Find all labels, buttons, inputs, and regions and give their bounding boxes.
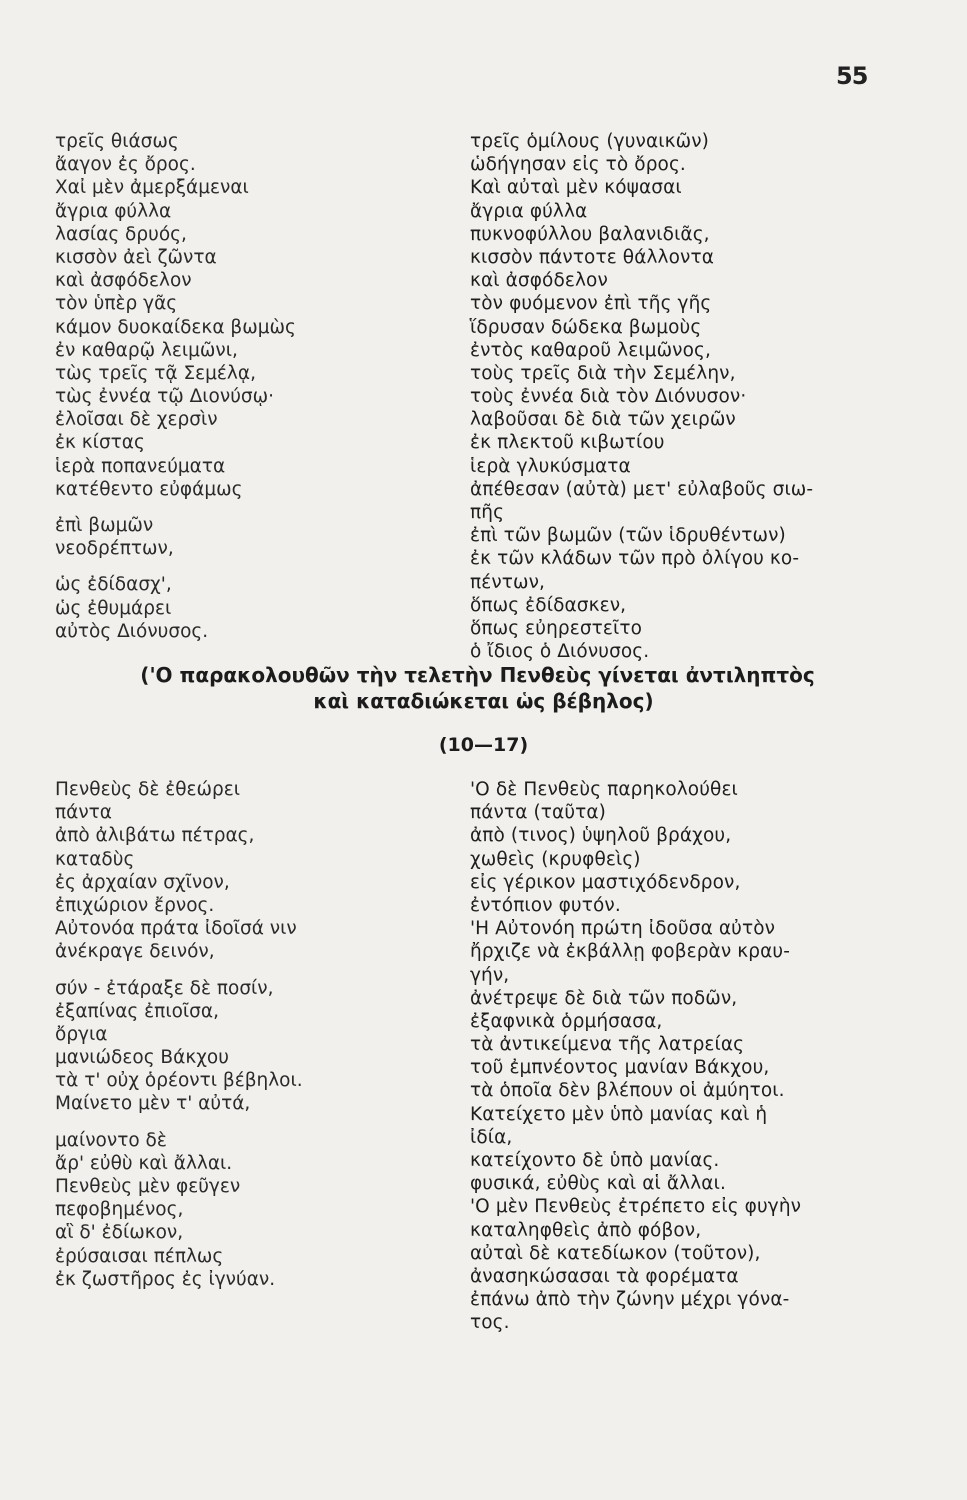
text-line: ἀπέθεσαν (αὐτὰ) μετ' εὐλαβοῦς σιω- bbox=[470, 478, 814, 500]
text-line: ἐπὶ βωμῶν bbox=[55, 515, 154, 536]
text-line: ἐπάνω ἀπὸ τὴν ζώνην μέχρι γόνα- bbox=[470, 1289, 790, 1311]
text-line: νεοδρέπτων, bbox=[55, 538, 174, 560]
text-line: αὐτὸς Διόνυσος. bbox=[55, 620, 209, 642]
text-line: Χαἰ μὲν ἀμερξάμεναι bbox=[55, 177, 249, 199]
text-line: τὰ ὁποῖα δὲν βλέπουν οἱ ἀμύητοι. bbox=[470, 1080, 785, 1102]
text-line: κισσὸν πάντοτε θάλλοντα bbox=[470, 246, 714, 268]
text-line: τος. bbox=[470, 1312, 510, 1334]
text-line: λαβοῦσαι δὲ διὰ τῶν χειρῶν bbox=[470, 409, 736, 431]
text-line bbox=[55, 501, 296, 514]
text-line: ἀνέτρεψε δὲ διὰ τῶν ποδῶν, bbox=[470, 987, 738, 1009]
text-line: ἐκ τῶν κλάδων τῶν πρὸ ὀλίγου κο- bbox=[470, 548, 800, 570]
text-line: ἐκ πλεκτοῦ κιβωτίου bbox=[470, 432, 665, 454]
text-line: ἐκ κίστας bbox=[55, 432, 145, 454]
text-line: Αὐτονόα πράτα ἰδοῖσά νιν bbox=[55, 918, 297, 940]
text-line: ὡς ἐδίδασχ', bbox=[55, 574, 172, 596]
text-line: 'Ο δὲ Πενθεὺς παρηκολούθει bbox=[470, 779, 738, 800]
text-line: κάμον δυοκαίδεκα βωμὼς bbox=[55, 316, 296, 338]
ancient-text-column-1 bbox=[55, 130, 296, 643]
text-line: ἄγρια φύλλα bbox=[470, 200, 588, 222]
text-line: τὰ ἀντικείμενα τῆς λατρείας bbox=[470, 1034, 745, 1056]
text-line: καταληφθεὶς ἀπὸ φόβον, bbox=[470, 1219, 702, 1241]
text-line: ἐντόπιον φυτόν. bbox=[470, 894, 621, 916]
text-line: ἐλοῖσαι δὲ χερσὶν bbox=[55, 409, 218, 431]
translation-column-2 bbox=[470, 778, 801, 1335]
text-line: 'Η Αὐτονόη πρώτη ἰδοῦσα αὐτὸν bbox=[470, 918, 776, 940]
text-line: ὅπως εὐηρεστεῖτο bbox=[470, 617, 643, 639]
text-line bbox=[55, 1116, 303, 1129]
text-line: χωθεὶς (κρυφθεὶς) bbox=[470, 848, 641, 870]
text-line: ἐξαπίνας ἐπιοῖσα, bbox=[55, 1000, 219, 1022]
section-heading-line-2: καὶ καταδιώκεται ὡς βέβηλος) bbox=[313, 689, 654, 713]
text-line: ἀνασηκώσασαι τὰ φορέματα bbox=[470, 1265, 739, 1287]
text-line: ἐν καθαρῷ λειμῶνι, bbox=[55, 339, 238, 361]
text-line: ὅπως ἐδίδασκεν, bbox=[470, 594, 627, 616]
text-line: ἄγρια φύλλα bbox=[55, 200, 172, 222]
text-line: ἵδρυσαν δώδεκα βωμοὺς bbox=[470, 316, 702, 338]
text-line: τὸν ὑπὲρ γᾶς bbox=[55, 293, 178, 315]
text-line: τὸν φυόμενον ἐπὶ τῆς γῆς bbox=[470, 293, 712, 315]
text-line: πάντα (ταῦτα) bbox=[470, 802, 606, 824]
text-line: τρεῖς θιάσως bbox=[55, 131, 179, 152]
text-line: καταδὺς bbox=[55, 848, 135, 870]
text-line: Κατείχετο μὲν ὑπὸ μανίας καὶ ἡ bbox=[470, 1103, 768, 1125]
text-line: ἱερὰ γλυκύσματα bbox=[470, 455, 631, 477]
text-line: ἐρύσαισαι πέπλως bbox=[55, 1245, 224, 1267]
text-line: κατείχοντο δὲ ὑπὸ μανίας. bbox=[470, 1150, 720, 1171]
text-line: ἰδία, bbox=[470, 1126, 513, 1148]
text-line: τὼς ἐννέα τῷ Διονύσῳ· bbox=[55, 386, 274, 408]
text-line: Πενθεὺς μὲν φεῦγεν bbox=[55, 1176, 241, 1197]
section-heading-line-1: ('Ο παρακολουθῶν τὴν τελετὴν Πενθεὺς γίνεται ἀντιληπτὸς bbox=[140, 663, 815, 687]
text-line: μανιώδεος Βάκχου bbox=[55, 1047, 229, 1069]
text-line: λασίας δρυός, bbox=[55, 223, 187, 245]
text-line: τοῦ ἐμπνέοντος μανίαν Βάκχου, bbox=[470, 1057, 770, 1079]
text-line: ἐντὸς καθαροῦ λειμῶνος, bbox=[470, 339, 711, 361]
text-line: ἀνέκραγε δεινόν, bbox=[55, 941, 215, 963]
text-line: ἐπὶ τῶν βωμῶν (τῶν ἱδρυθέντων) bbox=[470, 525, 786, 547]
text-line: ἐπιχώριον ἔρνος. bbox=[55, 894, 215, 916]
text-line: ὡς ἐθυμάρει bbox=[55, 597, 172, 619]
verse-range: (10—17) bbox=[438, 734, 529, 756]
text-line: ἀπὸ ἀλιβάτω πέτρας, bbox=[55, 825, 255, 847]
text-line: εἰς γέρικον μαστιχόδενδρον, bbox=[470, 871, 741, 893]
text-line: καὶ ἀσφόδελον bbox=[470, 270, 608, 292]
text-line: ἐκ ζωστῆρος ἐς ἰγνύαν. bbox=[55, 1268, 276, 1290]
text-line: κισσὸν ἀεὶ ζῶντα bbox=[55, 246, 217, 268]
text-line: ἀπὸ (τινος) ὑψηλοῦ βράχου, bbox=[470, 825, 732, 847]
text-line: αἳ δ' ἐδίωκον, bbox=[55, 1222, 184, 1244]
text-line: γήν, bbox=[470, 964, 510, 986]
text-line: ἐξαφνικὰ ὁρμήσασα, bbox=[470, 1010, 663, 1032]
text-line: τὰ τ' οὐχ ὁρέοντι βέβηλοι. bbox=[55, 1070, 303, 1092]
text-line: ὡδήγησαν εἰς τὸ ὄρος. bbox=[470, 154, 686, 176]
text-line: πάντα bbox=[55, 802, 112, 824]
ancient-text-column-2 bbox=[55, 778, 303, 1291]
text-line: ἄρ' εὐθὺ καὶ ἄλλαι. bbox=[55, 1152, 233, 1174]
text-line: ἤρχιζε νὰ ἐκβάλλῃ φοβερὰν κραυ- bbox=[470, 941, 790, 963]
text-line: 'Ο μὲν Πενθεὺς ἐτρέπετο εἰς φυγὴν bbox=[470, 1196, 802, 1218]
text-line bbox=[55, 964, 303, 977]
text-line: καὶ ἀσφόδελον bbox=[55, 270, 192, 292]
text-line: ὄργια bbox=[55, 1023, 108, 1045]
text-line: φυσικά, εὐθὺς καὶ αἱ ἄλλαι. bbox=[470, 1173, 726, 1195]
text-line: πῆς bbox=[470, 502, 505, 523]
text-line: ἱερὰ ποπανεύματα bbox=[55, 455, 226, 477]
text-line: ἐς ἀρχαίαν σχῖνον, bbox=[55, 871, 230, 893]
text-line: ἄαγον ἐς ὄρος. bbox=[55, 154, 196, 176]
text-line: ὁ ἴδιος ὁ Διόνυσος. bbox=[470, 641, 650, 663]
text-line: τὼς τρεῖς τᾷ Σεμέλᾳ, bbox=[55, 362, 256, 384]
translation-column-1 bbox=[470, 130, 813, 663]
page-number: 55 bbox=[836, 62, 868, 90]
text-line: πυκνοφύλλου βαλανιδιᾶς, bbox=[470, 223, 710, 245]
text-line: Καὶ αὐταὶ μὲν κόψασαι bbox=[470, 177, 682, 199]
text-line: Μαίνετο μὲν τ' αὐτά, bbox=[55, 1093, 251, 1115]
text-line: πέντων, bbox=[470, 571, 546, 593]
text-line: Πενθεὺς δὲ ἐθεώρει bbox=[55, 779, 241, 800]
text-line bbox=[55, 560, 296, 573]
text-line: σύν - ἐτάραξε δὲ ποσίν, bbox=[55, 977, 274, 999]
text-line: τρεῖς ὁμίλους (γυναικῶν) bbox=[470, 131, 709, 152]
text-line: κατέθεντο εὐφάμως bbox=[55, 478, 243, 500]
text-line: μαίνοντο δὲ bbox=[55, 1129, 167, 1151]
text-line: τοὺς τρεῖς διὰ τὴν Σεμέλην, bbox=[470, 362, 736, 384]
text-line: αὐταὶ δὲ κατεδίωκον (τοῦτον), bbox=[470, 1242, 761, 1264]
text-line: τοὺς ἐννέα διὰ τὸν Διόνυσον· bbox=[470, 386, 747, 408]
text-line: πεφοβημένος, bbox=[55, 1199, 184, 1221]
